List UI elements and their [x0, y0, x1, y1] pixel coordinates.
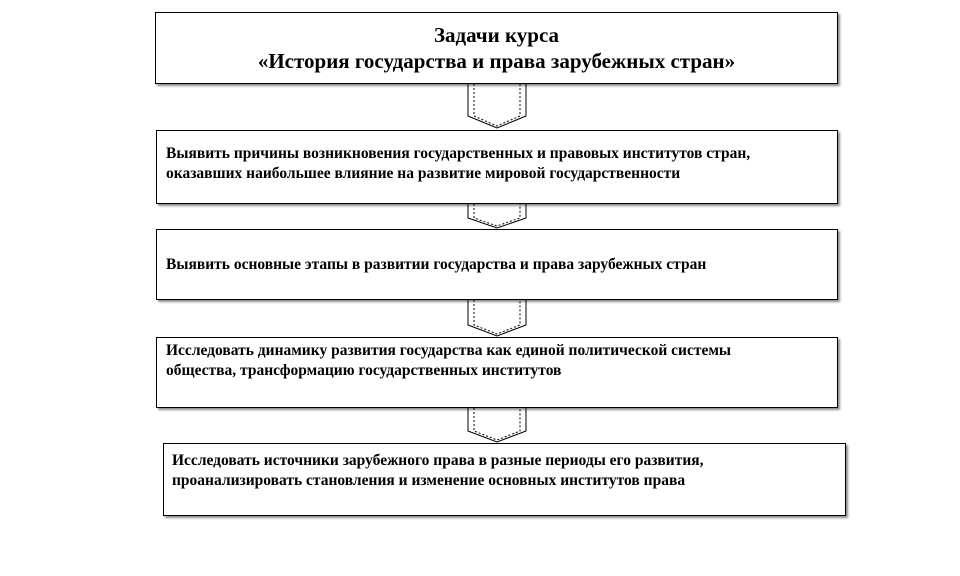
task-3-line-1: Исследовать динамику развития государства как единой политической системы — [166, 342, 731, 359]
task-1-line-2: оказавших наибольшее влияние на развитие мировой государственности — [166, 165, 681, 182]
task-4-line-1: Исследовать источники зарубежного права в разные периоды его развития, — [172, 452, 704, 469]
title-line-1: Задачи курса — [433, 23, 560, 47]
task-4-line-2: проанализировать становления и изменение основных институтов права — [172, 472, 686, 489]
task-box-3 — [156, 337, 838, 408]
task-2-line-1: Выявить основные этапы в развитии государства и права зарубежных стран — [166, 255, 707, 273]
connector-arrow-1 — [466, 84, 528, 130]
task-1-line-1: Выявить причины возникновения государственных и правовых институтов стран, — [166, 145, 751, 162]
title-line-2: «История государства и права зарубежных стран» — [257, 49, 736, 73]
connector-arrow-3 — [466, 300, 528, 337]
task-box-1 — [156, 130, 838, 204]
connector-arrow-2 — [466, 204, 528, 229]
task-3-line-2: общества, трансформацию государственных институтов — [166, 362, 562, 379]
task-box-2 — [156, 229, 838, 300]
course-tasks-title-box — [155, 12, 838, 84]
task-box-4 — [163, 443, 846, 516]
connector-arrow-4 — [466, 408, 528, 443]
